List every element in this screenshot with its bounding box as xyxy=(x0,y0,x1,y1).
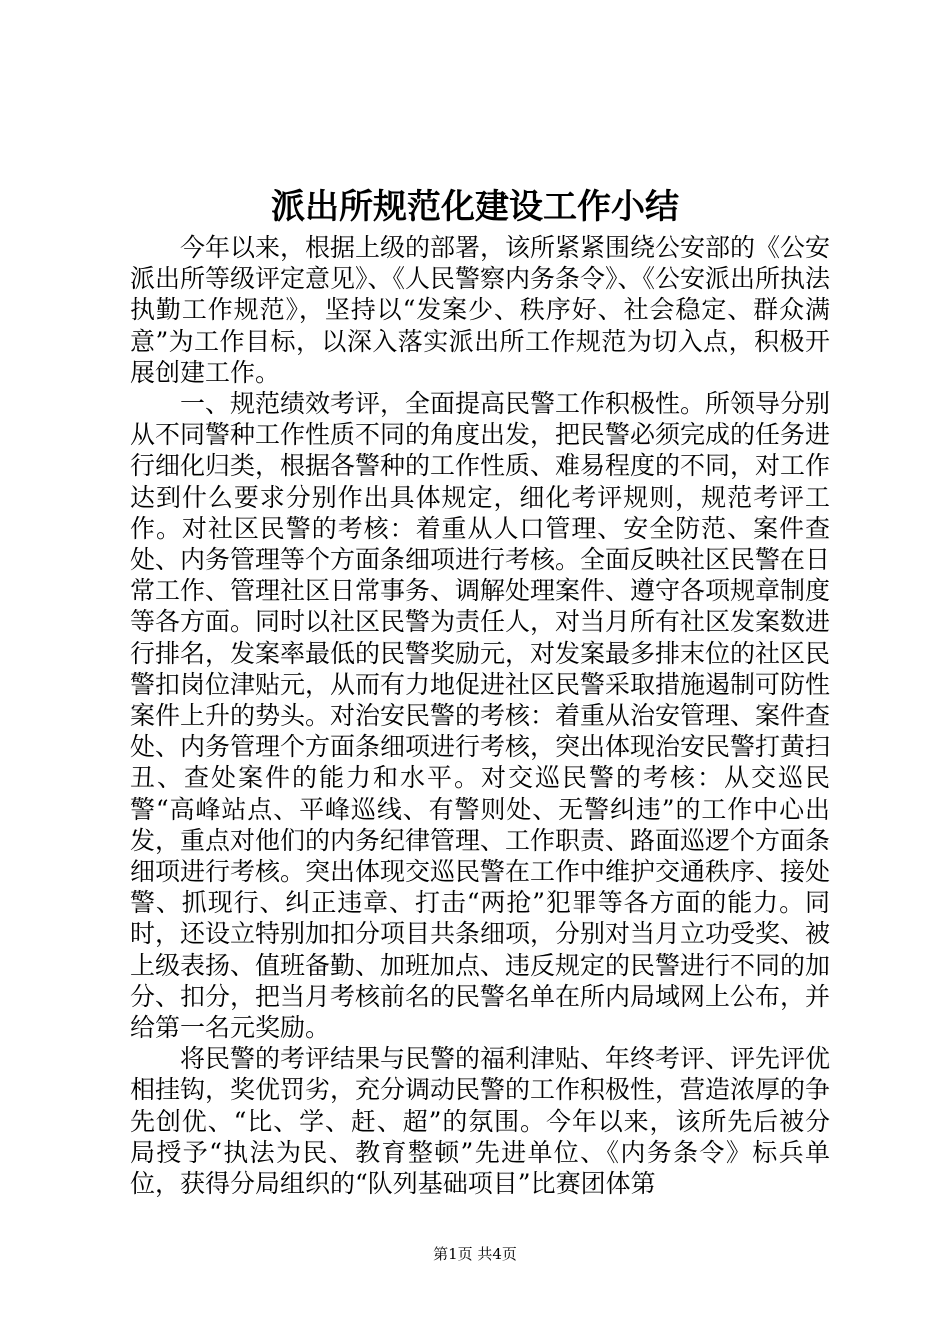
document-body xyxy=(130,232,830,1199)
page-footer: 第1页 共4页 xyxy=(433,1245,517,1263)
document-title: 派出所规范化建设工作小结 xyxy=(271,187,679,227)
paragraph-evaluation-results: 将民警的考评结果与民警的福利津贴、年终考评、评先评优相挂钩，奖优罚劣，充分调动民警的工作积极性，营造浓厚的争先创优、“比、学、赶、超”的氛围。今年以来，该所先后被分局授予“执法为民、教育整顿”先进单位、《内务条令》标兵单位，获得分局组织的“队列基础项目”比赛团体第 xyxy=(130,1044,831,1199)
paragraph-intro: 今年以来，根据上级的部署，该所紧紧围绕公安部的《公安派出所等级评定意见》、《人民警察内务条令》、《公安派出所执法执勤工作规范》，坚持以“发案少、秩序好、社会稳定、群众满意”为工作目标，以深入落实派出所工作规范为切入点，积极开展创建工作。 xyxy=(130,233,831,387)
paragraph-section-one: 一、规范绩效考评，全面提高民警工作积极性。所领导分别从不同警种工作性质不同的角度出发，把民警必须完成的任务进行细化归类，根据各警种的工作性质、难易程度的不同，对工作达到什么要求分别作出具体规定，细化考评规则，规范考评工作。对社区民警的考核：着重从人口管理、安全防范、案件查处、内务管理等个方面条细项进行考核。全面反映社区民警在日常工作、管理社区日常事务、调解处理案件、遵守各项规章制度等各方面。同时以社区民警为责任人，对当月所有社区发案数进行排名，发案率最低的民警奖励元，对发案最多排末位的社区民警扣岗位津贴元，从而有力地促进社区民警采取措施遏制可防性案件上升的势头。对治安民警的考核：着重从治安管理、案件查处、内务管理个方面条细项进行考核，突出体现治安民警打黄扫丑、查处案件的能力和水平。对交巡民警的考核：从交巡民警“高峰站点、平峰巡线、有警则处、无警纠违”的工作中心出发，重点对他们的内务纪律管理、工作职责、路面巡逻个方面条细项进行考核。突出体现交巡民警在工作中维护交通秩序、接处警、抓现行、纠正违章、打击“两抢”犯罪等各方面的能力。同时，还设立特别加扣分项目共条细项，分别对当月立功受奖、被上级表扬、值班备勤、加班加点、违反规定的民警进行不同的加分、扣分，把当月考核前名的民警名单在所内局域网上公布，并给第一名元奖励。 xyxy=(130,389,831,1043)
